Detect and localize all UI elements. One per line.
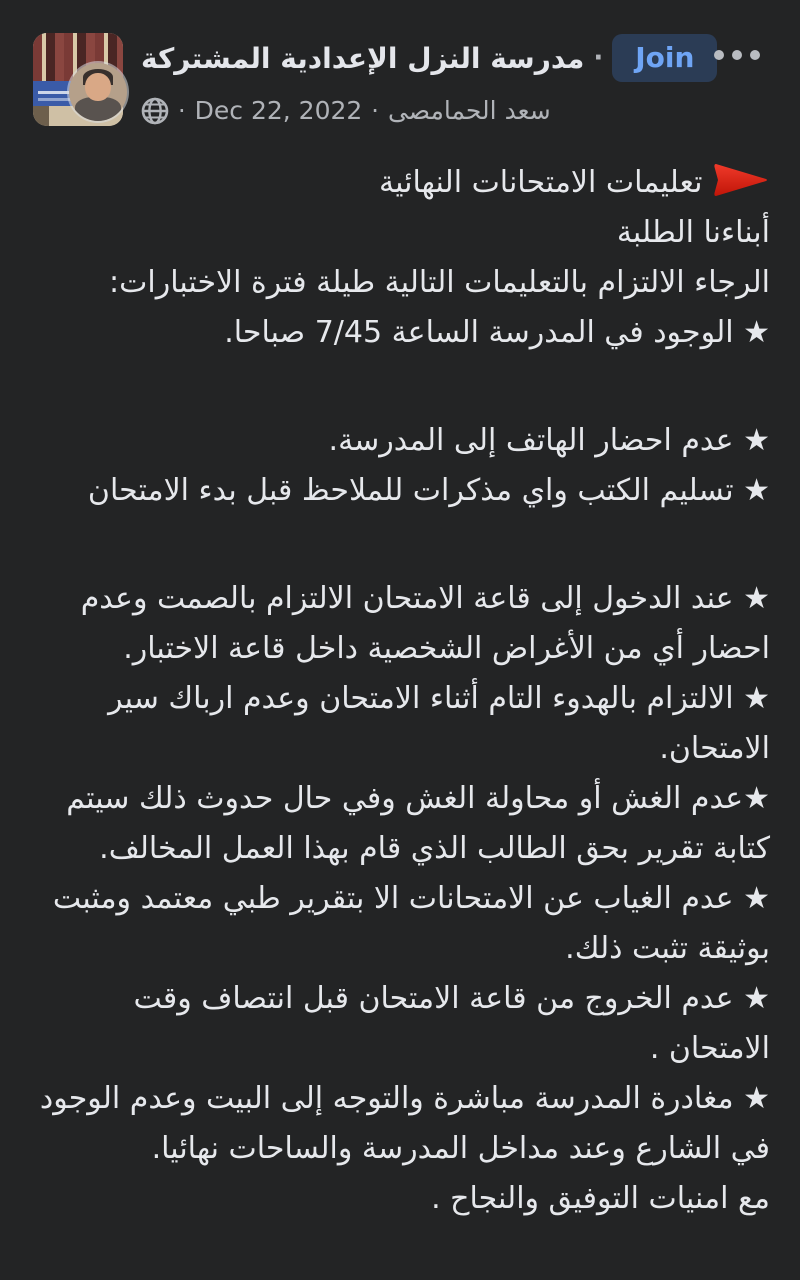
post-paragraph [30,1074,770,1174]
post-paragraph [30,208,770,258]
separator-dot: · [593,43,604,73]
post-text [0,128,800,1224]
group-name-row [141,33,770,83]
paragraph-text: تعليمات الامتحانات النهائية [379,165,703,200]
author-name[interactable]: سعد الحمامصى [387,96,551,125]
blank-line [30,516,770,574]
post-meta-row [141,96,770,125]
post-paragraph [30,158,770,208]
post-paragraph [30,774,770,874]
paragraph-text: ★ عند الدخول إلى قاعة الامتحان الالتزام بالصمت وعدم احضار أي من الأغراض الشخصية داخل قاعة الاختبار. [80,581,770,666]
post-paragraph [30,466,770,516]
red-flag-icon [714,162,770,198]
post-paragraph [30,674,770,774]
paragraph-text: ★ مغادرة المدرسة مباشرة والتوجه إلى البيت وعدم الوجود في الشارع وعند مداخل المدرسة والساحات نهائيا. [39,1081,770,1166]
group-name[interactable]: مدرسة النزل الإعدادية المشتركة [141,41,585,75]
paragraph-text: ★ تسليم الكتب واي مذكرات للملاحظ قبل بدء الامتحان [87,473,770,508]
paragraph-text: ★ عدم احضار الهاتف إلى المدرسة. [328,423,770,458]
more-options-button[interactable] [710,46,764,64]
group-avatar[interactable] [33,33,128,128]
separator-dot: · [371,96,379,125]
post-paragraph [30,308,770,358]
paragraph-text: ★ عدم الخروج من قاعة الامتحان قبل انتصاف وقت الامتحان . [133,981,770,1066]
paragraph-text: ★ الوجود في المدرسة الساعة 7/45 صباحا. [224,315,770,350]
post-paragraph [30,416,770,466]
post-header [0,0,800,128]
ellipsis-dot [732,50,742,60]
ellipsis-dot [750,50,760,60]
post-paragraph [30,974,770,1074]
paragraph-text: الرجاء الالتزام بالتعليمات التالية طيلة فترة الاختبارات: [109,265,770,300]
paragraph-text: ★عدم الغش أو محاولة الغش وفي حال حدوث ذلك سيتم كتابة تقرير بحق الطالب الذي قام بهذا العمل المخالف. [66,781,770,866]
paragraph-text: أبناءنا الطلبة [616,215,770,250]
avatar-face [85,73,111,101]
header-text [141,33,770,125]
globe-icon [141,97,169,125]
paragraph-text: ★ عدم الغياب عن الامتحانات الا بتقرير طبي معتمد ومثبت بوثيقة تثبت ذلك. [52,881,770,966]
post-paragraph [30,258,770,308]
separator-dot: · [178,96,186,125]
post-paragraph [30,874,770,974]
ellipsis-dot [714,50,724,60]
author-avatar[interactable] [69,63,127,121]
paragraph-text: مع امنيات التوفيق والنجاح . [431,1181,770,1216]
join-button[interactable]: Join [612,34,717,82]
post-paragraph [30,1174,770,1224]
post-date[interactable]: Dec 22, 2022 [194,96,363,125]
post-paragraph [30,574,770,674]
paragraph-text: ★ الالتزام بالهدوء التام أثناء الامتحان وعدم ارباك سير الامتحان. [108,681,770,766]
blank-line [30,358,770,416]
